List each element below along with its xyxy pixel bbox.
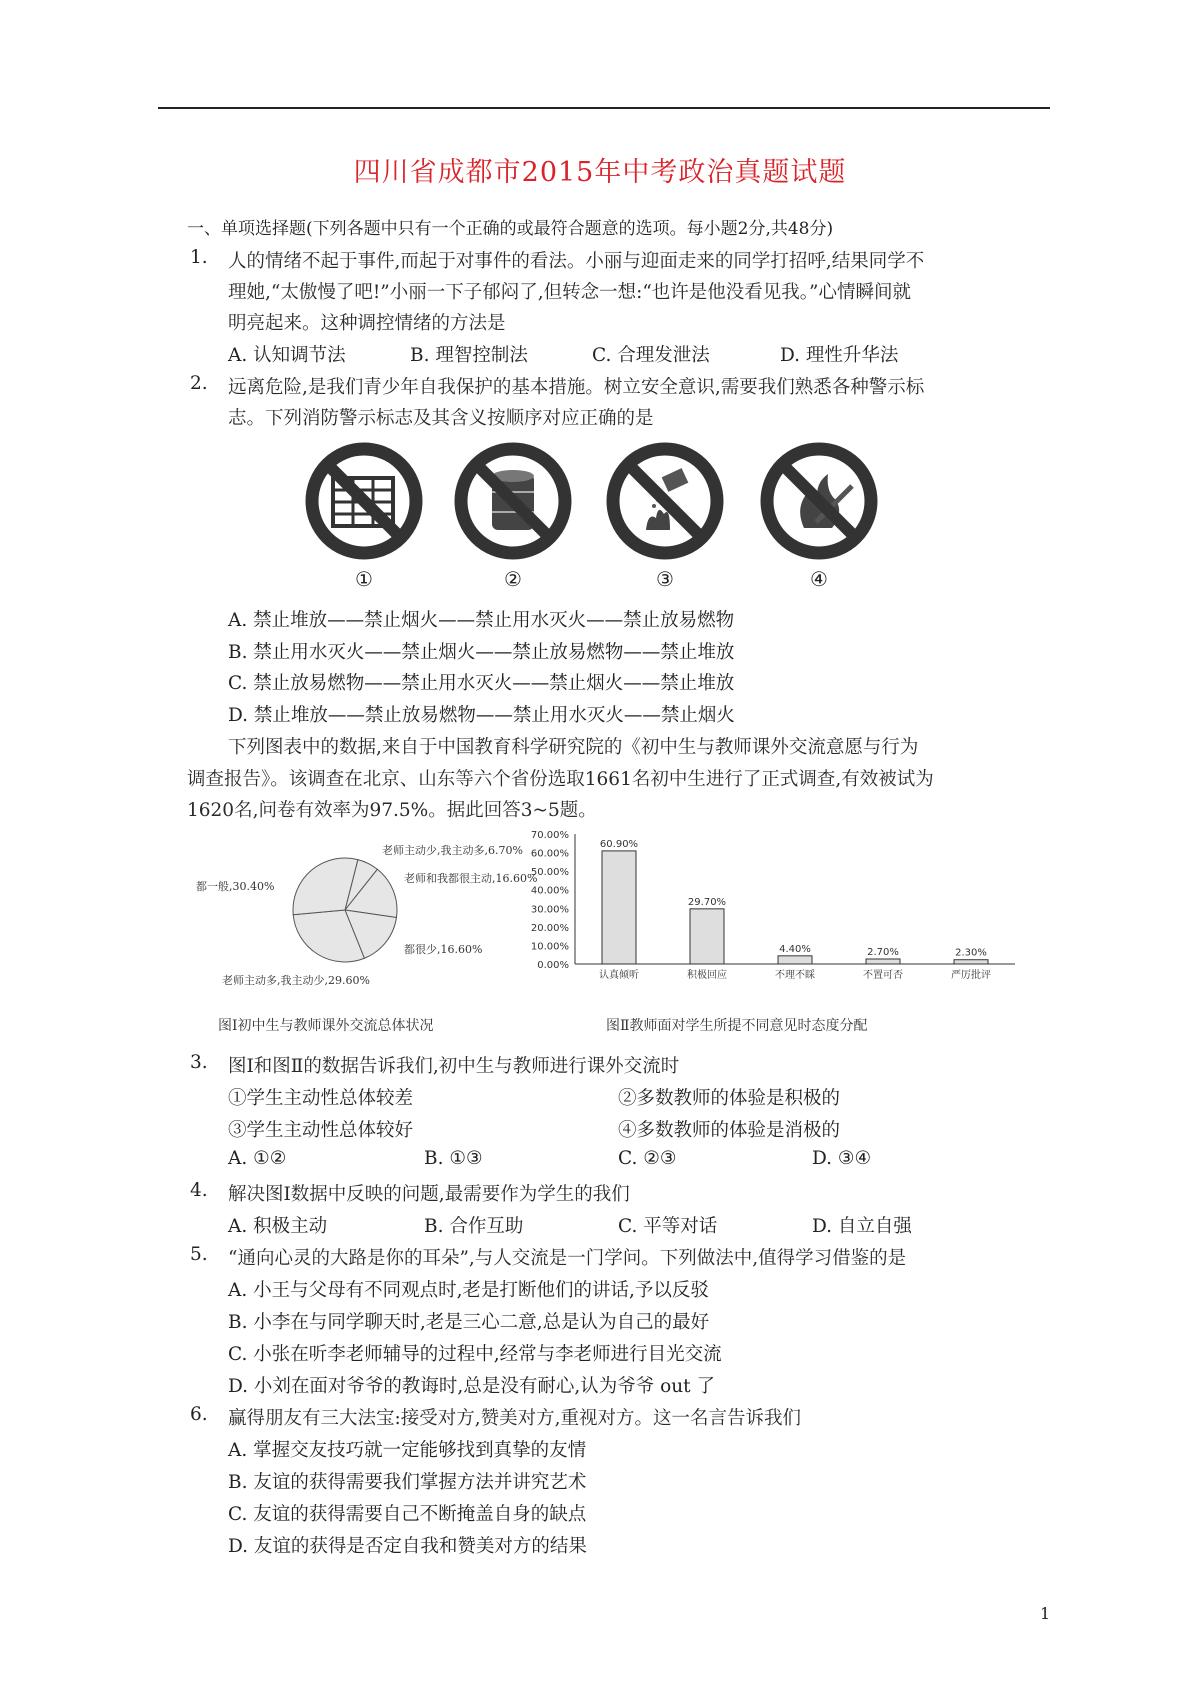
q2-option-b[interactable]: B. 禁止用水灭火——禁止烟火——禁止放易燃物——禁止堆放 [228, 642, 735, 663]
bar-value-label: 2.30% [955, 947, 987, 959]
y-tick-label: 20.00% [530, 922, 569, 934]
no-fire-sign-icon [758, 440, 880, 562]
q5-option-c[interactable]: C. 小张在听李老师辅导的过程中,经常与李老师进行目光交流 [228, 1344, 722, 1365]
q4-option-b[interactable]: B. 合作互助 [424, 1216, 524, 1237]
q1-option-b[interactable]: B. 理智控制法 [410, 345, 528, 366]
q1-option-a[interactable]: A. 认知调节法 [228, 345, 346, 366]
q4-option-d[interactable]: D. 自立自强 [812, 1216, 912, 1237]
y-tick-label: 0.00% [537, 960, 569, 971]
bar-chart [515, 826, 1035, 986]
q1-line: 人的情绪不起于事件,而起于对事件的看法。小丽与迎面走来的同学打招呼,结果同学不 [228, 251, 925, 272]
q6-option-b[interactable]: B. 友谊的获得需要我们掌握方法并讲究艺术 [228, 1472, 587, 1493]
q6-option-d[interactable]: D. 友谊的获得是否定自我和赞美对方的结果 [228, 1536, 587, 1557]
q3-option-d[interactable]: D. ③④ [812, 1148, 872, 1169]
q4-stem: 解决图Ⅰ数据中反映的问题,最需要作为学生的我们 [228, 1184, 630, 1205]
x-tick-label: 不理不睬 [775, 970, 815, 981]
q2-line: 志。下列消防警示标志及其含义按顺序对应正确的是 [228, 408, 654, 429]
q4-number: 4. [190, 1180, 208, 1201]
pie-label: 都一般,30.40% [196, 880, 275, 893]
q2-option-c[interactable]: C. 禁止放易燃物——禁止用水灭火——禁止烟火——禁止堆放 [228, 673, 735, 694]
q6-number: 6. [190, 1404, 208, 1425]
q2-line: 远离危险,是我们青少年自我保护的基本措施。树立安全意识,需要我们熟悉各种警示标 [228, 377, 925, 398]
x-tick-label: 认真倾听 [599, 970, 639, 981]
sign-label-4: ④ [810, 567, 828, 591]
page-title: 四川省成都市2015年中考政治真题试题 [353, 157, 847, 188]
no-stacking-sign-icon [303, 440, 425, 562]
bar [778, 956, 812, 964]
q6-option-c[interactable]: C. 友谊的获得需要自己不断掩盖自身的缺点 [228, 1504, 587, 1525]
pie-chart [290, 855, 400, 965]
q2-option-a[interactable]: A. 禁止堆放——禁止烟火——禁止用水灭火——禁止放易燃物 [228, 610, 735, 631]
bar-value-label: 60.90% [599, 838, 639, 850]
q3-item-4: ④多数教师的体验是消极的 [618, 1120, 841, 1141]
bar [866, 959, 900, 964]
pie-caption: 图Ⅰ初中生与教师课外交流总体状况 [218, 1018, 434, 1034]
header-rule [158, 107, 1050, 109]
y-tick-label: 30.00% [530, 904, 569, 916]
q3-option-a[interactable]: A. ①② [228, 1148, 287, 1169]
pie-label: 都很少,16.60% [404, 943, 483, 956]
q6-stem: 赢得朋友有三大法宝:接受对方,赞美对方,重视对方。这一名言告诉我们 [228, 1408, 801, 1429]
y-tick-label: 60.00% [530, 848, 569, 860]
y-tick-label: 40.00% [530, 885, 569, 897]
q5-number: 5. [190, 1244, 208, 1265]
section-heading: 一、单项选择题(下列各题中只有一个正确的或最符合题意的选项。每小题2分,共48分) [187, 219, 834, 239]
no-flammable-barrel-sign-icon [452, 440, 574, 562]
q1-line: 明亮起来。这种调控情绪的方法是 [228, 313, 506, 334]
y-tick-label: 70.00% [530, 830, 569, 841]
q5-option-d[interactable]: D. 小刘在面对爷爷的教诲时,总是没有耐心,认为爷爷 out 了 [228, 1376, 715, 1397]
no-water-extinguish-sign-icon [604, 440, 726, 562]
q1-line: 理她,“太傲慢了吧!”小丽一下子郁闷了,但转念一想:“也许是他没看见我。”心情瞬间就 [228, 282, 912, 303]
q2-option-d[interactable]: D. 禁止堆放——禁止放易燃物——禁止用水灭火——禁止烟火 [228, 705, 735, 726]
q3-item-2: ②多数教师的体验是积极的 [618, 1088, 841, 1109]
q1-option-d[interactable]: D. 理性升华法 [780, 345, 899, 366]
q3-option-b[interactable]: B. ①③ [424, 1148, 483, 1169]
page-number: 1 [1040, 1604, 1051, 1623]
q1-option-c[interactable]: C. 合理发泄法 [592, 345, 710, 366]
x-tick-label: 严厉批评 [951, 970, 991, 981]
q2-number: 2. [190, 373, 208, 394]
pie-label: 老师主动少,我主动多,6.70% [382, 844, 523, 857]
q4-option-c[interactable]: C. 平等对话 [618, 1216, 718, 1237]
bar-value-label: 4.40% [779, 943, 811, 955]
x-tick-label: 不置可否 [863, 970, 903, 981]
bar [954, 960, 988, 964]
q3-item-3: ③学生主动性总体较好 [228, 1120, 414, 1141]
bar-value-label: 2.70% [867, 946, 899, 958]
y-tick-label: 50.00% [530, 867, 569, 879]
q3-option-c[interactable]: C. ②③ [618, 1148, 677, 1169]
q5-option-b[interactable]: B. 小李在与同学聊天时,老是三心二意,总是认为自己的最好 [228, 1312, 710, 1333]
intro-line: 调查报告》。该调查在北京、山东等六个省份选取1661名初中生进行了正式调查,有效被试为 [187, 769, 934, 790]
q3-stem: 图Ⅰ和图Ⅱ的数据告诉我们,初中生与教师进行课外交流时 [228, 1056, 680, 1077]
q3-item-1: ①学生主动性总体较差 [228, 1088, 414, 1109]
q5-stem: “通向心灵的大路是你的耳朵”,与人交流是一门学问。下列做法中,值得学习借鉴的是 [228, 1248, 907, 1269]
pie-label: 老师和我都很主动,16.60% [404, 872, 538, 885]
sign-label-1: ① [355, 567, 373, 591]
intro-line: 下列图表中的数据,来自于中国教育科学研究院的《初中生与教师课外交流意愿与行为 [228, 737, 919, 758]
bar [690, 909, 724, 964]
bar-value-label: 29.70% [687, 896, 727, 908]
q3-number: 3. [190, 1052, 208, 1073]
sign-label-3: ③ [656, 567, 674, 591]
y-tick-label: 10.00% [530, 941, 569, 953]
q5-option-a[interactable]: A. 小王与父母有不同观点时,老是打断他们的讲话,予以反驳 [228, 1280, 709, 1301]
bar-caption: 图Ⅱ教师面对学生所提不同意见时态度分配 [606, 1018, 868, 1034]
q6-option-a[interactable]: A. 掌握交友技巧就一定能够找到真挚的友情 [228, 1440, 587, 1461]
sign-label-2: ② [504, 567, 522, 591]
pie-label: 老师主动多,我主动少,29.60% [222, 974, 370, 987]
q1-number: 1. [190, 247, 208, 268]
bar [602, 851, 636, 964]
intro-line: 1620名,问卷有效率为97.5%。据此回答3~5题。 [187, 800, 597, 821]
x-tick-label: 积极回应 [687, 970, 727, 981]
q4-option-a[interactable]: A. 积极主动 [228, 1216, 328, 1237]
